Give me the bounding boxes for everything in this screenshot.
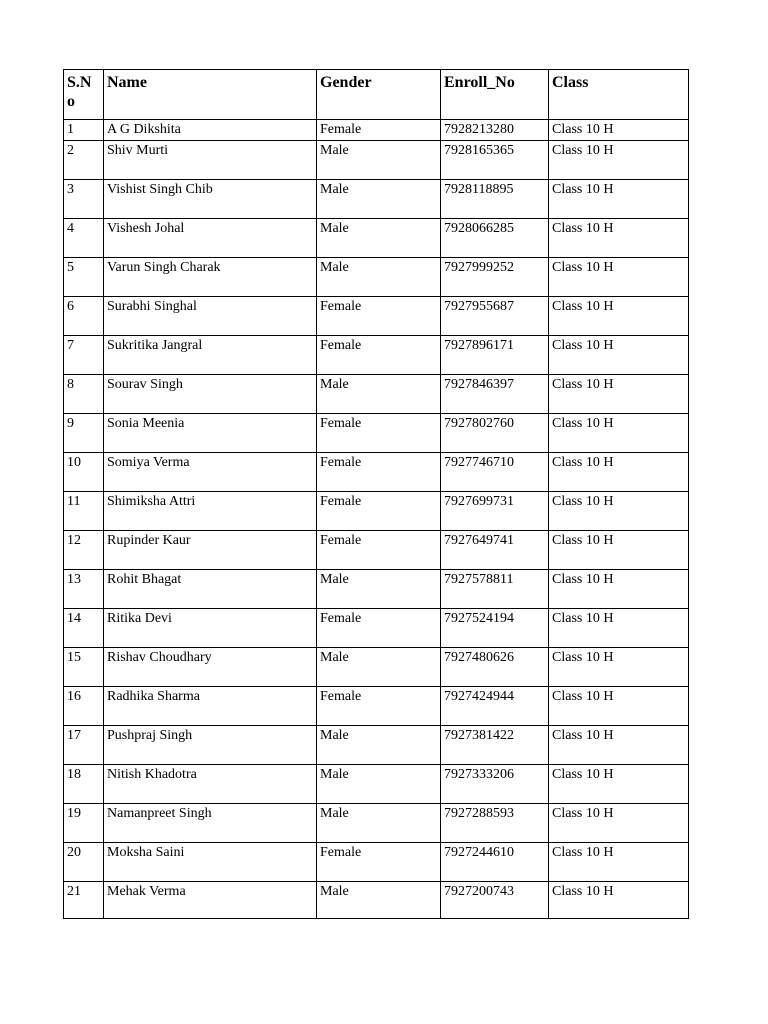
table-row <box>64 141 689 180</box>
cell-gender: Male <box>317 882 441 919</box>
cell-enroll-no: 7927333206 <box>441 765 549 804</box>
cell-class: Class 10 H <box>549 648 689 687</box>
cell-sno: 2 <box>64 141 104 180</box>
header-sno: S.N o <box>64 70 104 120</box>
table-row <box>64 804 689 843</box>
header-class: Class <box>549 70 689 120</box>
header-gender: Gender <box>317 70 441 120</box>
table-row <box>64 609 689 648</box>
cell-gender: Male <box>317 570 441 609</box>
cell-sno: 13 <box>64 570 104 609</box>
cell-sno: 15 <box>64 648 104 687</box>
student-roster-table <box>63 69 689 919</box>
cell-name: Sourav Singh <box>104 375 317 414</box>
cell-sno: 18 <box>64 765 104 804</box>
cell-gender: Female <box>317 336 441 375</box>
cell-name: Shiv Murti <box>104 141 317 180</box>
cell-class: Class 10 H <box>549 375 689 414</box>
cell-gender: Female <box>317 609 441 648</box>
cell-sno: 11 <box>64 492 104 531</box>
cell-sno: 9 <box>64 414 104 453</box>
cell-gender: Male <box>317 804 441 843</box>
cell-enroll-no: 7928066285 <box>441 219 549 258</box>
cell-sno: 17 <box>64 726 104 765</box>
table-row <box>64 687 689 726</box>
cell-class: Class 10 H <box>549 258 689 297</box>
cell-class: Class 10 H <box>549 726 689 765</box>
cell-sno: 10 <box>64 453 104 492</box>
cell-name: Shimiksha Attri <box>104 492 317 531</box>
table-row <box>64 414 689 453</box>
cell-class: Class 10 H <box>549 297 689 336</box>
table-row <box>64 180 689 219</box>
cell-gender: Male <box>317 375 441 414</box>
cell-name: Sonia Meenia <box>104 414 317 453</box>
cell-enroll-no: 7927999252 <box>441 258 549 297</box>
cell-gender: Male <box>317 648 441 687</box>
cell-enroll-no: 7927802760 <box>441 414 549 453</box>
cell-name: Moksha Saini <box>104 843 317 882</box>
cell-class: Class 10 H <box>549 219 689 258</box>
cell-gender: Female <box>317 414 441 453</box>
cell-sno: 3 <box>64 180 104 219</box>
cell-enroll-no: 7927746710 <box>441 453 549 492</box>
cell-sno: 16 <box>64 687 104 726</box>
cell-class: Class 10 H <box>549 765 689 804</box>
cell-name: Nitish Khadotra <box>104 765 317 804</box>
cell-name: Rishav Choudhary <box>104 648 317 687</box>
cell-name: Mehak Verma <box>104 882 317 919</box>
cell-name: Vishist Singh Chib <box>104 180 317 219</box>
header-name: Name <box>104 70 317 120</box>
cell-name: Surabhi Singhal <box>104 297 317 336</box>
cell-gender: Male <box>317 765 441 804</box>
cell-enroll-no: 7927896171 <box>441 336 549 375</box>
cell-gender: Female <box>317 531 441 570</box>
table-row <box>64 453 689 492</box>
cell-name: Somiya Verma <box>104 453 317 492</box>
cell-name: Radhika Sharma <box>104 687 317 726</box>
cell-enroll-no: 7927424944 <box>441 687 549 726</box>
cell-name: Rohit Bhagat <box>104 570 317 609</box>
cell-enroll-no: 7928165365 <box>441 141 549 180</box>
cell-class: Class 10 H <box>549 141 689 180</box>
table-row <box>64 570 689 609</box>
cell-class: Class 10 H <box>549 687 689 726</box>
cell-sno: 14 <box>64 609 104 648</box>
table-row <box>64 258 689 297</box>
cell-class: Class 10 H <box>549 492 689 531</box>
cell-gender: Male <box>317 219 441 258</box>
cell-class: Class 10 H <box>549 609 689 648</box>
table-row <box>64 726 689 765</box>
cell-name: Vishesh Johal <box>104 219 317 258</box>
cell-gender: Female <box>317 492 441 531</box>
cell-enroll-no: 7927846397 <box>441 375 549 414</box>
cell-class: Class 10 H <box>549 120 689 141</box>
table-row <box>64 219 689 258</box>
cell-sno: 7 <box>64 336 104 375</box>
table-row <box>64 531 689 570</box>
table-header <box>64 70 689 120</box>
cell-class: Class 10 H <box>549 414 689 453</box>
cell-enroll-no: 7927288593 <box>441 804 549 843</box>
cell-class: Class 10 H <box>549 531 689 570</box>
cell-name: Varun Singh Charak <box>104 258 317 297</box>
header-row <box>64 70 689 120</box>
cell-sno: 8 <box>64 375 104 414</box>
cell-gender: Female <box>317 297 441 336</box>
cell-class: Class 10 H <box>549 843 689 882</box>
cell-sno: 4 <box>64 219 104 258</box>
header-enroll-no: Enroll_No <box>441 70 549 120</box>
table-body <box>64 120 689 919</box>
cell-gender: Male <box>317 180 441 219</box>
cell-gender: Female <box>317 687 441 726</box>
table-row <box>64 765 689 804</box>
cell-name: A G Dikshita <box>104 120 317 141</box>
cell-enroll-no: 7927200743 <box>441 882 549 919</box>
cell-gender: Male <box>317 141 441 180</box>
cell-name: Sukritika Jangral <box>104 336 317 375</box>
table-row <box>64 120 689 141</box>
table-row <box>64 882 689 919</box>
cell-enroll-no: 7928213280 <box>441 120 549 141</box>
table-row <box>64 336 689 375</box>
cell-sno: 19 <box>64 804 104 843</box>
cell-enroll-no: 7927524194 <box>441 609 549 648</box>
cell-name: Pushpraj Singh <box>104 726 317 765</box>
cell-enroll-no: 7927955687 <box>441 297 549 336</box>
cell-enroll-no: 7927578811 <box>441 570 549 609</box>
cell-class: Class 10 H <box>549 336 689 375</box>
table-row <box>64 375 689 414</box>
cell-sno: 6 <box>64 297 104 336</box>
cell-enroll-no: 7927649741 <box>441 531 549 570</box>
cell-class: Class 10 H <box>549 180 689 219</box>
cell-enroll-no: 7927480626 <box>441 648 549 687</box>
cell-sno: 21 <box>64 882 104 919</box>
cell-name: Namanpreet Singh <box>104 804 317 843</box>
table-row <box>64 492 689 531</box>
cell-gender: Female <box>317 843 441 882</box>
cell-enroll-no: 7927381422 <box>441 726 549 765</box>
cell-sno: 12 <box>64 531 104 570</box>
cell-enroll-no: 7927699731 <box>441 492 549 531</box>
cell-gender: Female <box>317 120 441 141</box>
cell-name: Rupinder Kaur <box>104 531 317 570</box>
cell-name: Ritika Devi <box>104 609 317 648</box>
cell-class: Class 10 H <box>549 882 689 919</box>
cell-enroll-no: 7927244610 <box>441 843 549 882</box>
cell-class: Class 10 H <box>549 804 689 843</box>
cell-gender: Female <box>317 453 441 492</box>
cell-sno: 1 <box>64 120 104 141</box>
table-row <box>64 648 689 687</box>
table-row <box>64 843 689 882</box>
cell-class: Class 10 H <box>549 453 689 492</box>
cell-enroll-no: 7928118895 <box>441 180 549 219</box>
cell-gender: Male <box>317 726 441 765</box>
cell-sno: 20 <box>64 843 104 882</box>
cell-gender: Male <box>317 258 441 297</box>
cell-class: Class 10 H <box>549 570 689 609</box>
table-row <box>64 297 689 336</box>
cell-sno: 5 <box>64 258 104 297</box>
